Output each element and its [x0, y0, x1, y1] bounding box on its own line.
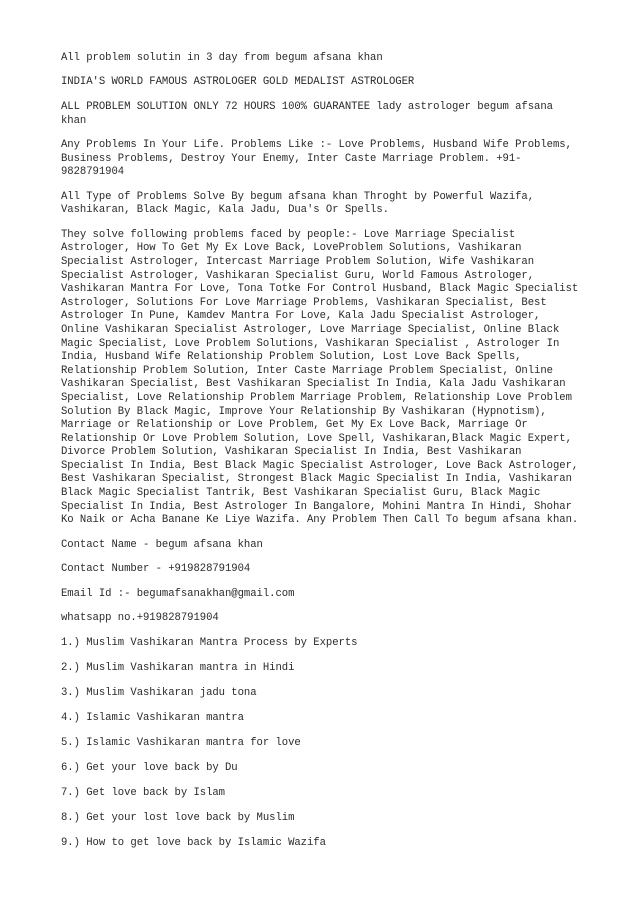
list-item: 3.) Muslim Vashikaran jadu tona	[61, 686, 257, 699]
list-item: 8.) Get your lost love back by Muslim	[61, 811, 295, 824]
problems-paragraph: Any Problems In Your Life. Problems Like :- Love Problems, Husband Wife Problems, Business Problems, Destroy Your Enemy, Inter Caste Marriage Problem. +91-9828791904	[61, 139, 572, 179]
list-item: 5.) Islamic Vashikaran mantra for love	[61, 736, 301, 749]
guarantee-paragraph: ALL PROBLEM SOLUTION ONLY 72 HOURS 100% GUARANTEE lady astrologer begum afsana khan	[61, 100, 553, 127]
list-item: 2.) Muslim Vashikaran mantra in Hindi	[61, 661, 295, 674]
contact-whatsapp: whatsapp no.+919828791904	[61, 612, 219, 625]
contact-number: Contact Number - +919828791904	[61, 563, 251, 576]
list-item: 7.) Get love back by Islam	[61, 786, 225, 799]
heading-line: INDIA'S WORLD FAMOUS ASTROLOGER GOLD MEDALIST ASTROLOGER	[61, 76, 415, 89]
document-title: All problem solutin in 3 day from begum afsana khan	[61, 52, 383, 64]
list-item: 1.) Muslim Vashikaran Mantra Process by Experts	[61, 636, 358, 649]
list-item: 9.) How to get love back by Islamic Wazifa	[61, 836, 326, 849]
list-item: 4.) Islamic Vashikaran mantra	[61, 711, 244, 724]
services-paragraph: They solve following problems faced by people:- Love Marriage Specialist Astrologer, How To Get My Ex Love Back, LoveProblem Solutions, Vashikaran Specialist Astrologer, Intercast Marriage Problem Solution, Wife Vashikaran Specialist Astrologer, Vashikaran Specialist Guru, World Famous Astrologer, Vashikaran Mantra For Love, Tona Totke For Control Husband, Black Magic Specialist Astrologer, Solutions For Love Marriage Problems, Vashikaran Specialist, Best Astrologer In Pune, Kamdev Mantra For Love, Kala Jadu Specialist Astrologer, Online Vashikaran Specialist Astrologer, Love Marriage Specialist, Online Black Magic Specialist, Love Problem Solutions, Vashikaran Specialist , Astrologer In India, Husband Wife Relationship Problem Solution, Lost Love Back Spells, Relationship Problem Solution, Inter Caste Marriage Problem Specialist, Online Vashikaran Specialist, Best Vashikaran Specialist In India, Kala Jadu Vashikaran Specialist, Love Relationship Problem Marriage Problem, Relationship Love Problem Solution By Black Magic, Improve Your Relationship By Vashikaran (Hypnotism), Marriage or Relationship or Love Problem, Get My Ex Love Back, Marriage Or Relationship Or Love Problem Solution, Love Spell, Vashikaran,Black Magic Expert, Divorce Problem Solution, Vashikaran Specialist In India, Best Vashikaran Specialist In India, Best Black Magic Specialist Astrologer, Love Back Astrologer, Best Vashikaran Specialist, Strongest Black Magic Specialist In India, Vashikaran Black Magic Specialist Tantrik, Best Vashikaran Specialist Guru, Black Magic Specialist In India, Best Astrologer In Bangalore, Mohini Mantra In Hindi, Shohar Ko Naik or Acha Banane Ke Liye Wazifa. Any Problem Then Call To begum afsana khan.	[61, 228, 579, 527]
document-page	[61, 52, 579, 862]
contact-name: Contact Name - begum afsana khan	[61, 538, 263, 551]
solutions-paragraph: All Type of Problems Solve By begum afsana khan Throght by Powerful Wazifa, Vashikaran, Black Magic, Kala Jadu, Dua's Or Spells.	[61, 190, 535, 217]
contact-email: Email Id :- begumafsanakhan@gmail.com	[61, 587, 295, 600]
list-item: 6.) Get your love back by Du	[61, 761, 238, 774]
